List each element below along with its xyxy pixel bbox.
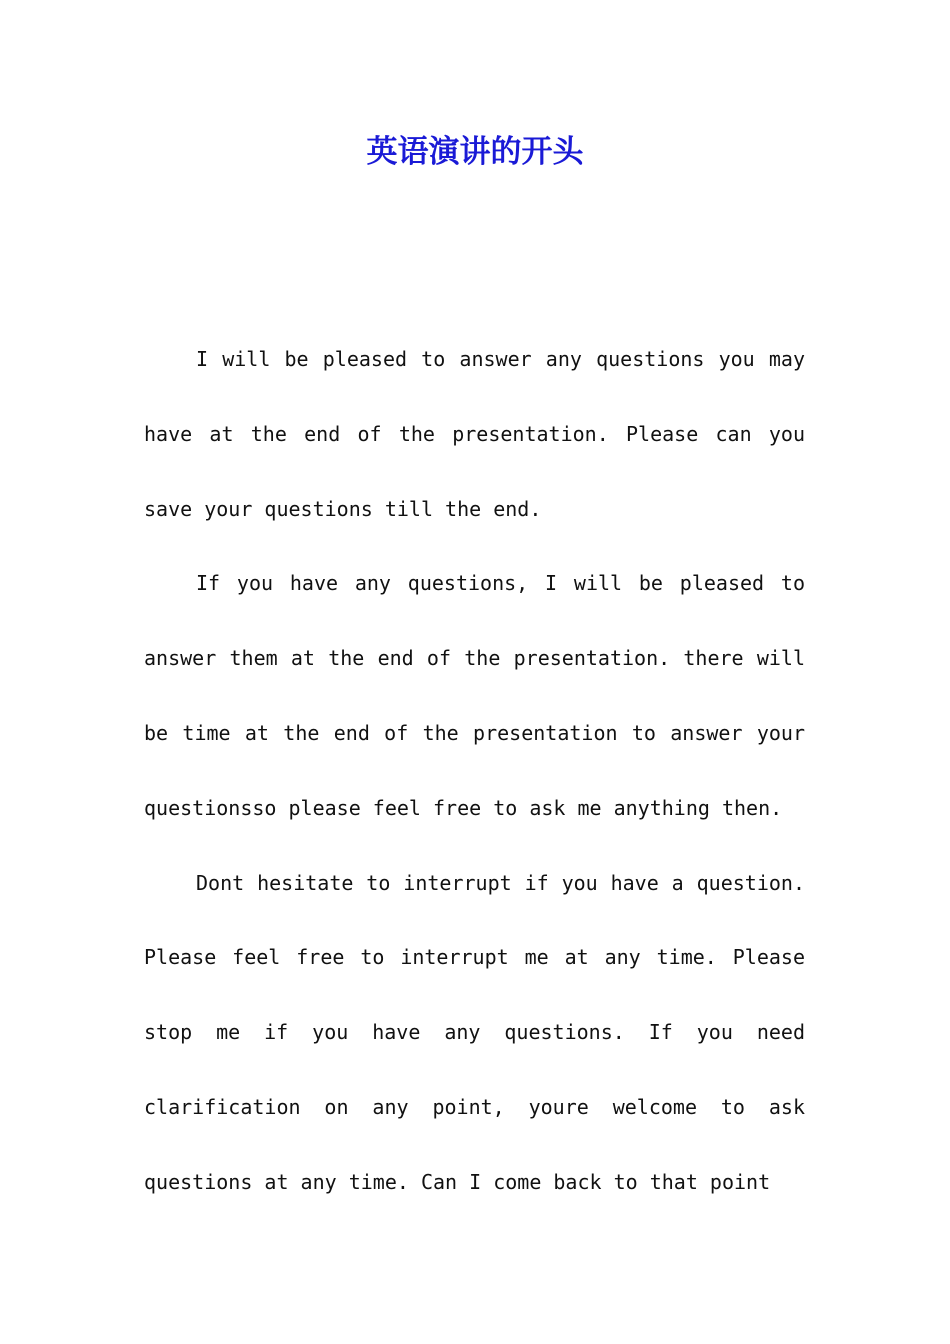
paragraph-3: Dont hesitate to interrupt if you have a question. Please feel free to interrupt me at any time. Please stop me if you have any questions. If you need clarification on any point, youre welcome to ask questions at any time. Can I come back to that point xyxy=(144,870,805,1194)
paragraph-2: If you have any questions, I will be pleased to answer them at the end of the presentation. there will be time at the end of the presentation to answer your questionsso please feel free to ask me anything then. xyxy=(144,571,805,820)
document-body xyxy=(144,322,805,1220)
document-title: 英语演讲的开头 xyxy=(366,134,584,170)
paragraph-1: I will be pleased to answer any questions you may have at the end of the presentation. Please can you save your questions till the end. xyxy=(144,347,805,521)
